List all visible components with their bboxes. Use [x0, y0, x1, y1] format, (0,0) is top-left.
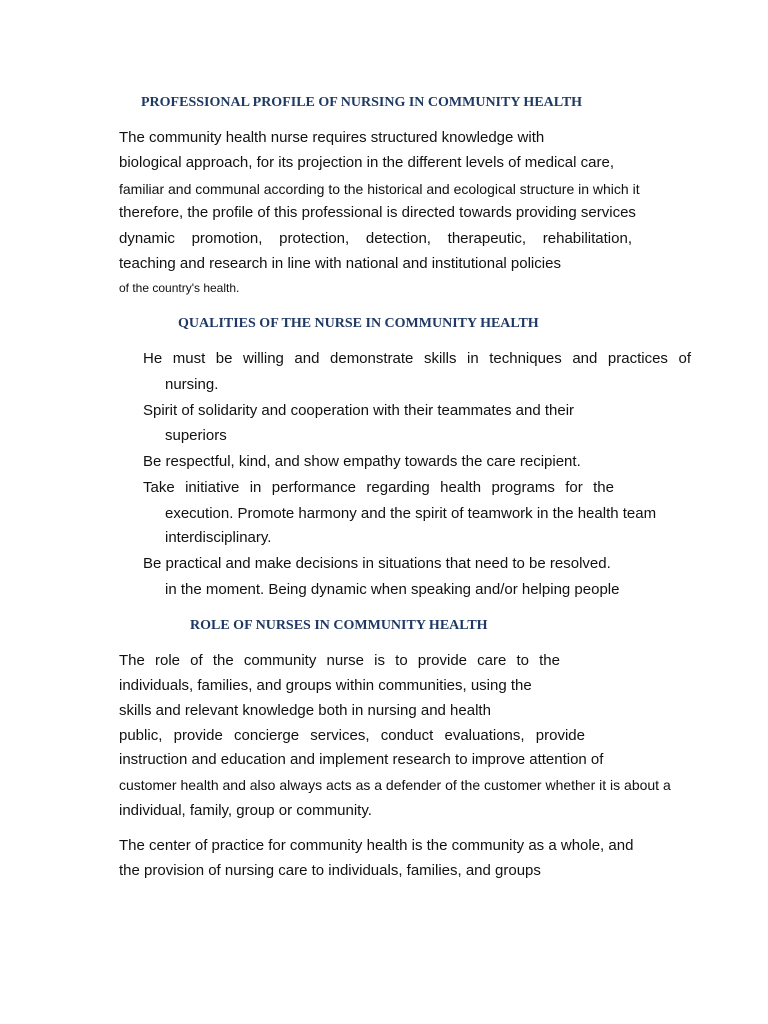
paragraph-line: instruction and education and implement research to improve attention of	[119, 751, 604, 768]
list-item	[143, 402, 574, 420]
paragraph-line: familiar and communal according to the historical and ecological structure in which it	[119, 181, 640, 197]
list-item-text: Be respectful, kind, and show empathy towards the care recipient.	[143, 453, 581, 470]
paragraph-line: The community health nurse requires structured knowledge with	[119, 129, 545, 146]
paragraph-line: dynamic promotion, protection, detection, therapeutic, rehabilitation,	[119, 230, 632, 247]
list-item	[143, 479, 614, 497]
list-item-text: Be practical and make decisions in situations that need to be resolved.	[143, 555, 611, 572]
paragraph-line: public, provide concierge services, conduct evaluations, provide	[119, 727, 585, 744]
list-item-text: Spirit of solidarity and cooperation with their teammates and their	[143, 402, 575, 419]
paragraph-line: biological approach, for its projection in the different levels of medical care,	[119, 154, 614, 171]
paragraph-line: customer health and also always acts as a defender of the customer whether it is about a	[119, 777, 671, 793]
section-heading-professional-profile: PROFESSIONAL PROFILE OF NURSING IN COMMUNITY HEALTH	[141, 95, 583, 110]
list-item-continuation: in the moment. Being dynamic when speaking and/or helping people	[165, 581, 620, 598]
section-heading-role: ROLE OF NURSES IN COMMUNITY HEALTH	[190, 618, 488, 633]
paragraph-line: individual, family, group or community.	[119, 802, 372, 819]
list-item-continuation: superiors	[165, 427, 227, 444]
list-item-continuation: execution. Promote harmony and the spirit of teamwork in the health team	[165, 505, 657, 522]
list-item-continuation: nursing.	[165, 376, 219, 393]
paragraph-line: of the country's health.	[119, 281, 240, 295]
paragraph-line: individuals, families, and groups within communities, using the	[119, 677, 532, 694]
paragraph-line: The role of the community nurse is to provide care to the	[119, 652, 560, 669]
list-item	[143, 555, 611, 573]
list-item	[143, 453, 581, 471]
paragraph-line: skills and relevant knowledge both in nursing and health	[119, 702, 491, 719]
section-heading-qualities: QUALITIES OF THE NURSE IN COMMUNITY HEALTH	[178, 316, 539, 331]
list-item-continuation: interdisciplinary.	[165, 529, 272, 546]
paragraph-line: therefore, the profile of this professional is directed towards providing services	[119, 204, 636, 221]
paragraph-line: the provision of nursing care to individuals, families, and groups	[119, 862, 541, 879]
paragraph-line: teaching and research in line with national and institutional policies	[119, 255, 561, 272]
list-item-text: Take initiative in performance regarding health programs for the	[143, 479, 614, 496]
paragraph-line: The center of practice for community health is the community as a whole, and	[119, 837, 634, 854]
list-item	[143, 350, 691, 368]
list-item-text: He must be willing and demonstrate skills in techniques and practices of	[143, 350, 691, 367]
